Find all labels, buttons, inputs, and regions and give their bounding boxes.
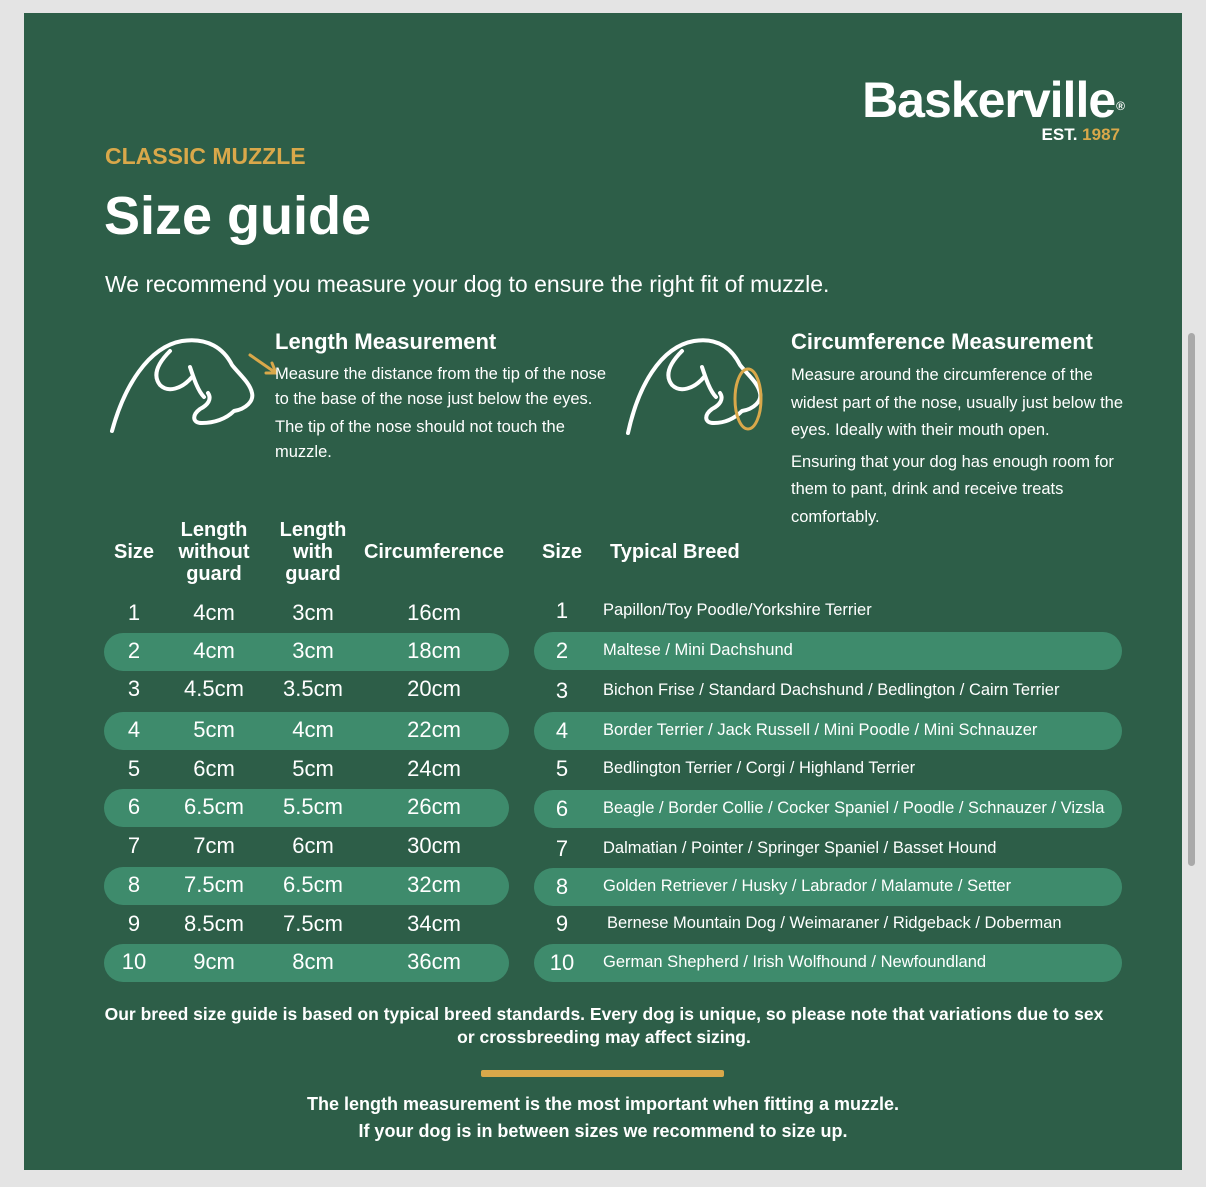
size-table-cell: 7.5cm [283, 911, 343, 936]
size-table-cell: 24cm [407, 756, 461, 781]
size-table-cell: 10 [121, 949, 147, 974]
size-table-cell: 5cm [193, 717, 235, 742]
size-table-cell: 22cm [407, 717, 461, 742]
size-table-cell: 6.5cm [184, 794, 244, 819]
breed-table-size: 2 [555, 638, 569, 663]
breed-table-breeds: Maltese / Mini Dachshund [603, 641, 793, 659]
size-table-cell: 36cm [407, 949, 461, 974]
intro-text: We recommend you measure your dog to ensure the right fit of muzzle. [105, 271, 830, 297]
brand-logo [862, 73, 1124, 145]
size-table-cell: 34cm [407, 911, 461, 936]
size-table-cell: 32cm [407, 872, 461, 897]
breed-table-header-size: Size [541, 541, 583, 563]
breed-table-header-breed: Typical Breed [610, 541, 740, 563]
size-guide-card [24, 13, 1182, 1170]
size-table-header-length-with-guard: Length with guard [279, 519, 347, 585]
size-table-cell: 26cm [407, 794, 461, 819]
breed-table-breeds: Bedlington Terrier / Corgi / Highland Terrier [603, 759, 916, 777]
length-measurement-text-1: Measure the distance from the tip of the nose to the base of the nose just below the eyes. [275, 365, 607, 408]
size-table-header-length-without-guard: Length without guard [178, 519, 250, 585]
breed-table-size: 6 [555, 796, 569, 821]
circumference-measurement-text-2: Ensuring that your dog has enough room for them to pant, drink and receive treats comfortably. [791, 452, 1114, 526]
size-table-cell: 3 [127, 676, 141, 701]
size-table-cell: 20cm [407, 676, 461, 701]
size-table-cell: 4cm [292, 717, 334, 742]
size-table-cell: 7.5cm [184, 872, 244, 897]
circumference-measurement-section [791, 327, 1141, 535]
size-table-cell: 4cm [193, 600, 235, 625]
size-table-cell: 6.5cm [283, 872, 343, 897]
size-table-header-size: Size [113, 541, 155, 563]
size-table-cell: 3cm [292, 638, 334, 663]
brand-est-label: EST. [1041, 125, 1078, 144]
breed-table-breeds: Papillon/Toy Poodle/Yorkshire Terrier [603, 601, 872, 619]
size-table-cell: 5.5cm [283, 794, 343, 819]
breed-table-size: 5 [555, 756, 569, 781]
brand-name: Baskerville [862, 72, 1116, 128]
size-table-cell: 5cm [292, 756, 334, 781]
size-table-cell: 8 [127, 872, 141, 897]
breed-table-breeds: Dalmatian / Pointer / Springer Spaniel / Basset Hound [603, 839, 997, 857]
breed-table-breeds: Golden Retriever / Husky / Labrador / Malamute / Setter [603, 877, 1012, 895]
breed-table-breeds: Bichon Frise / Standard Dachshund / Bedlington / Cairn Terrier [603, 681, 1060, 699]
size-table-cell: 4 [127, 717, 141, 742]
breed-table-size: 1 [555, 598, 569, 623]
breed-table-breeds: Bernese Mountain Dog / Weimaraner / Ridgeback / Doberman [607, 914, 1062, 932]
breed-table-size: 9 [555, 911, 569, 936]
circumference-measurement-text-1: Measure around the circumference of the widest part of the nose, usually just below the eyes. Ideally with their mouth open. [791, 366, 1124, 439]
length-measurement-text-2: The tip of the nose should not touch the muzzle. [275, 418, 565, 461]
size-table-cell: 9cm [193, 949, 235, 974]
breed-table-size: 10 [549, 950, 575, 975]
scrollbar[interactable] [1188, 333, 1195, 866]
breed-footnote: Our breed size guide is based on typical breed standards. Every dog is unique, so please note that variations due to sex or crossbreeding may affect sizing. [104, 1004, 1104, 1047]
size-table-cell: 7cm [193, 833, 235, 858]
size-table-cell: 18cm [407, 638, 461, 663]
size-table-cell: 4cm [193, 638, 235, 663]
size-table-cell: 6cm [292, 833, 334, 858]
dog-length-icon [108, 327, 278, 435]
dog-circumference-icon [624, 327, 784, 437]
size-table-cell: 30cm [407, 833, 461, 858]
size-table-cell: 8cm [292, 949, 334, 974]
divider [481, 1070, 724, 1077]
breed-table-size: 3 [555, 678, 569, 703]
breed-table-breeds: Beagle / Border Collie / Cocker Spaniel / Poodle / Schnauzer / Vizsla [603, 799, 1105, 817]
size-table-cell: 6cm [193, 756, 235, 781]
size-table-cell: 5 [127, 756, 141, 781]
size-table-cell: 3.5cm [283, 676, 343, 701]
size-table-cell: 7 [127, 833, 141, 858]
breed-table-breeds: German Shepherd / Irish Wolfhound / Newfoundland [603, 953, 987, 971]
registered-mark: ® [1116, 99, 1124, 113]
size-table-cell: 4.5cm [184, 676, 244, 701]
key-note-line-2: If your dog is in between sizes we recommend to size up. [358, 1121, 848, 1141]
breed-table-size: 7 [555, 836, 569, 861]
size-table-cell: 9 [127, 911, 141, 936]
size-table-cell: 6 [127, 794, 141, 819]
product-subtitle: CLASSIC MUZZLE [105, 143, 306, 169]
length-measurement-heading: Length Measurement [275, 329, 497, 354]
brand-est-year: 1987 [1082, 125, 1120, 144]
breed-table-size: 8 [555, 874, 569, 899]
size-table-cell: 16cm [407, 600, 461, 625]
size-table-cell: 1 [127, 600, 141, 625]
size-table-cell: 2 [127, 638, 141, 663]
key-note-line-1: The length measurement is the most important when fitting a muzzle. [306, 1094, 900, 1114]
key-note [124, 1091, 1082, 1145]
page-title: Size guide [104, 186, 372, 246]
length-measurement-section [275, 327, 610, 468]
breed-table-size: 4 [555, 718, 569, 743]
breed-table-breeds: Border Terrier / Jack Russell / Mini Poodle / Mini Schnauzer [603, 721, 1038, 739]
size-table-cell: 3cm [292, 600, 334, 625]
circumference-measurement-heading: Circumference Measurement [791, 329, 1094, 354]
size-table-header-circumference: Circumference [363, 541, 505, 563]
size-table-cell: 8.5cm [184, 911, 244, 936]
